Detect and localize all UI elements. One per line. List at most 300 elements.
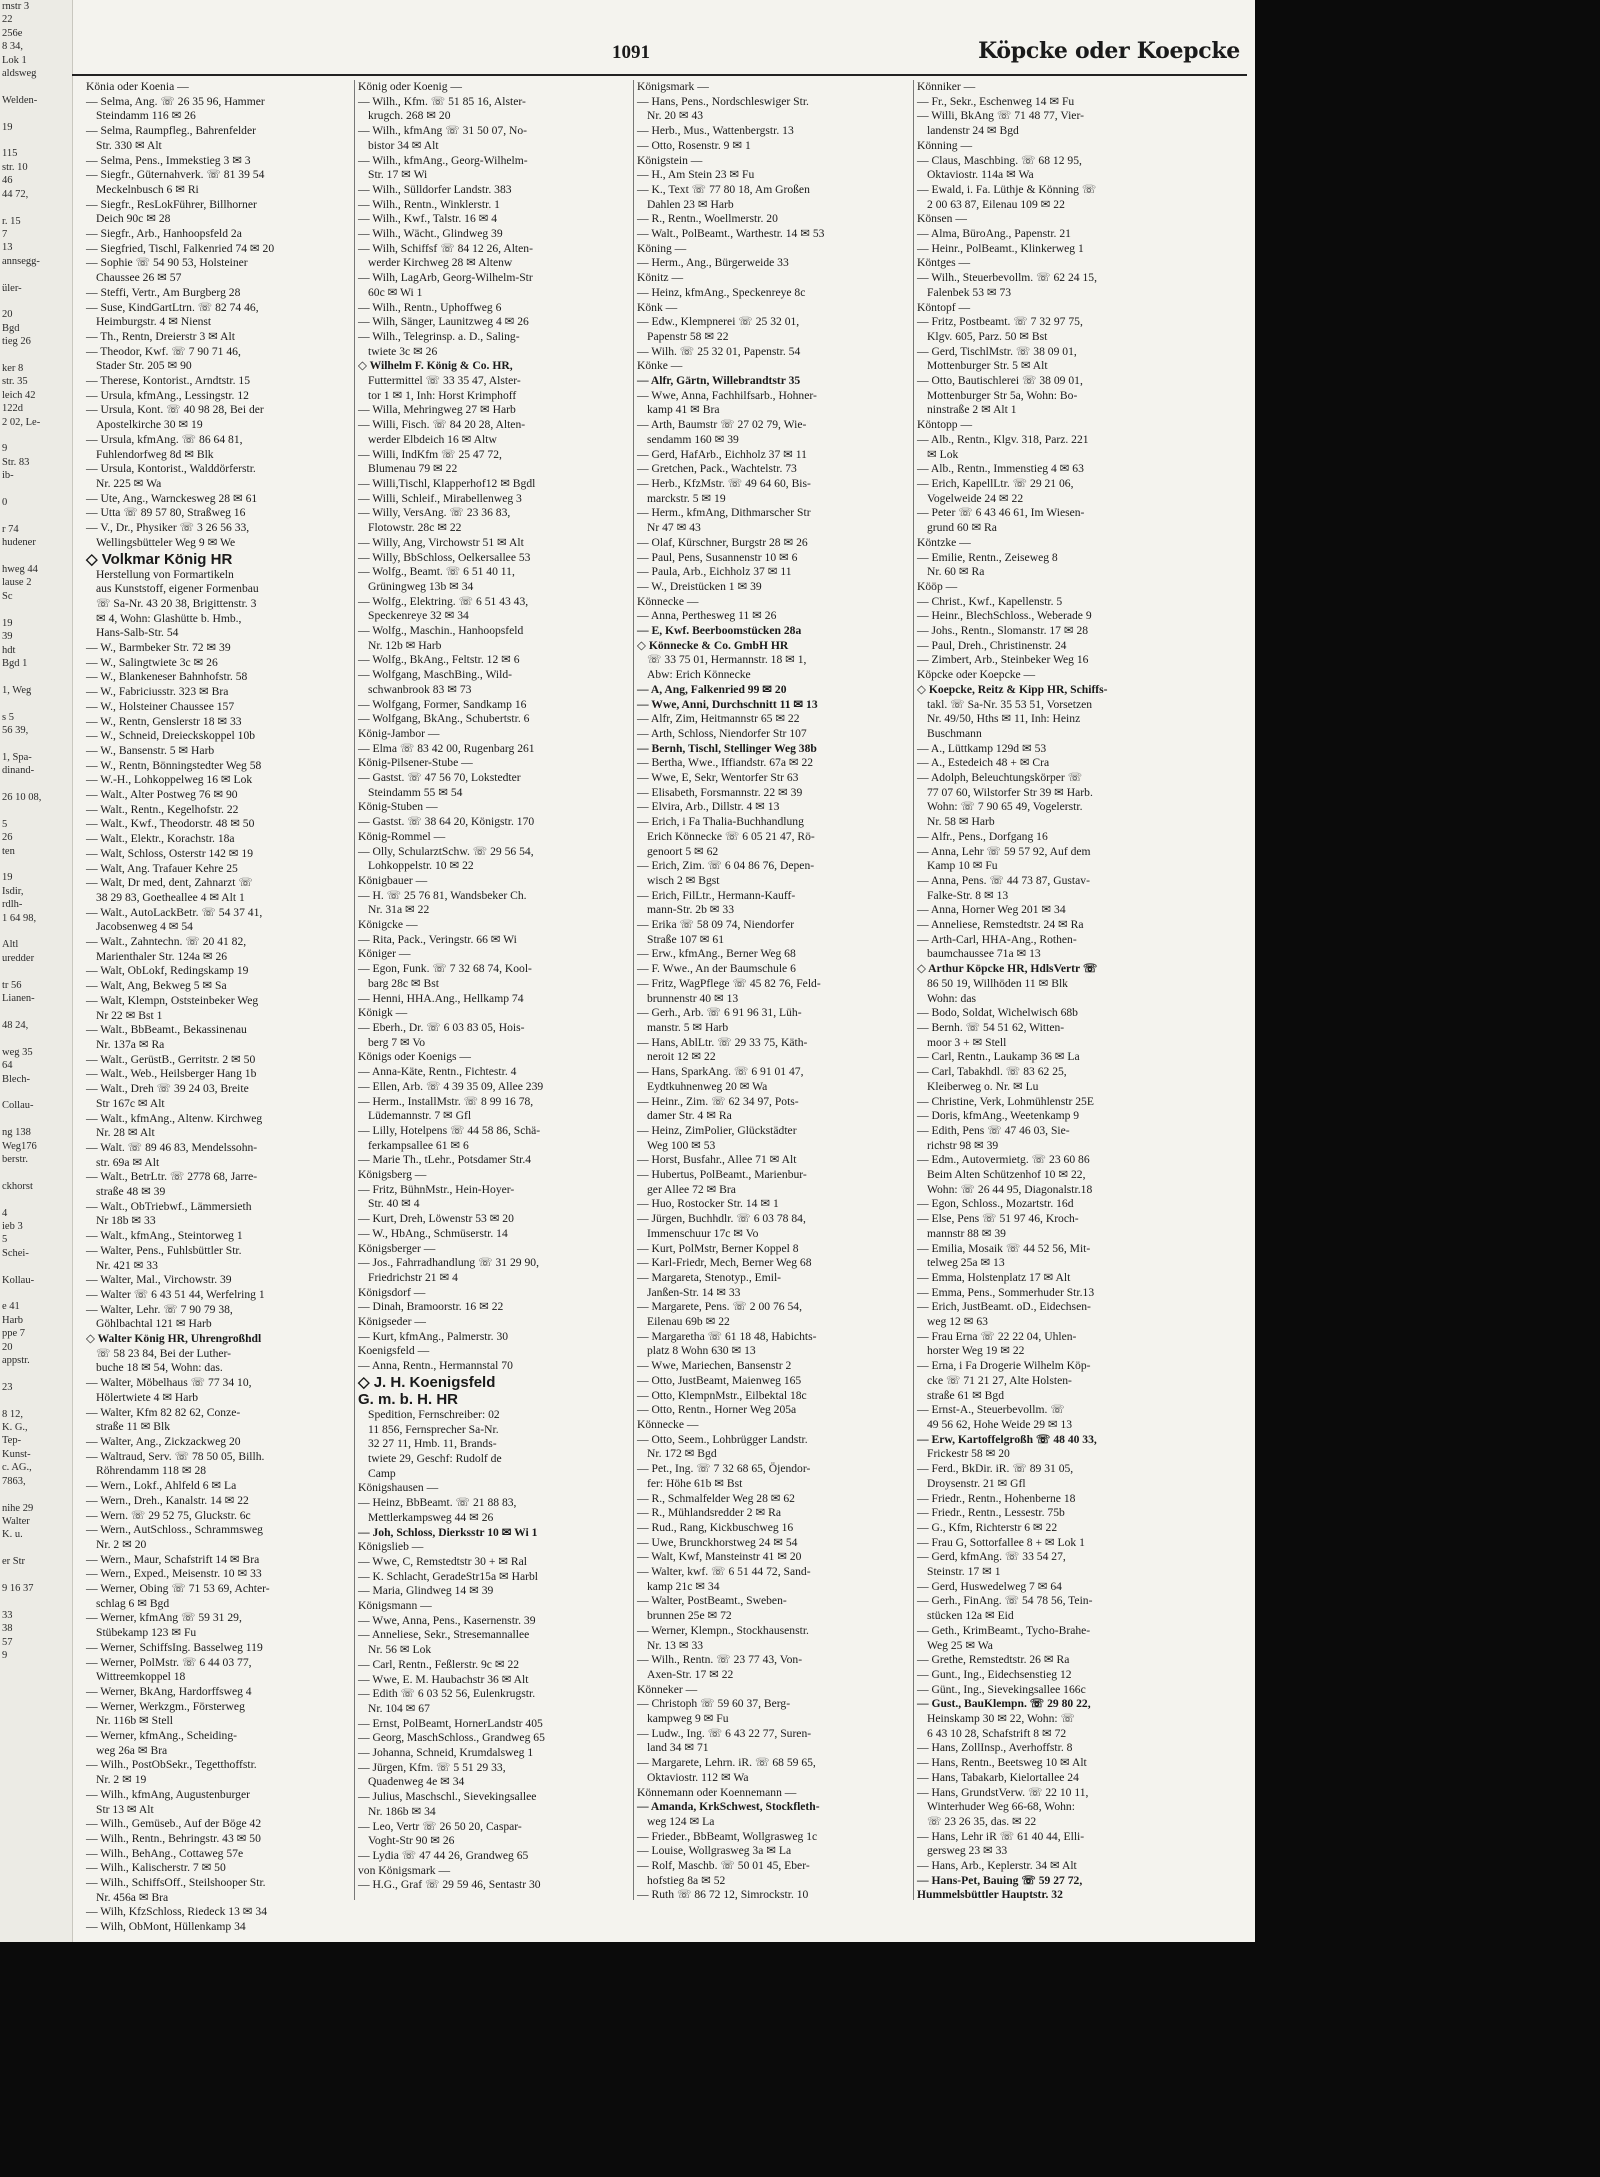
directory-entry: — Ursula, Kont. ☏ 40 98 28, Bei der	[86, 403, 264, 417]
directory-entry: — R., Rentn., Woellmerstr. 20	[637, 212, 778, 226]
directory-entry: — Ludw., Ing. ☏ 6 43 22 77, Suren-	[637, 1726, 812, 1740]
directory-entry: — Wilh., Rentn., Winklerstr. 1	[358, 197, 500, 211]
directory-entry: — Th., Rentn, Dreierstr 3 ✉ Alt	[86, 329, 235, 343]
directory-entry: — Willa, Mehringweg 27 ✉ Harb	[358, 403, 516, 417]
directory-entry: — Erich, FilLtr., Hermann-Kauff-	[637, 888, 796, 902]
directory-entry: Axen-Str. 17 ✉ 22	[647, 1667, 734, 1681]
directory-entry: — Edith ☏ 6 03 52 56, Eulenkrugstr.	[358, 1687, 536, 1701]
margin-fragment: üler-	[2, 282, 22, 294]
directory-entry: twiete 3c ✉ 26	[368, 344, 438, 358]
directory-entry: — Hans, SparkAng. ☏ 6 91 01 47,	[637, 1065, 804, 1079]
directory-entry: Nr. 60 ✉ Ra	[927, 565, 985, 579]
margin-fragment: 5	[2, 1234, 8, 1246]
directory-entry: straße 48 ✉ 39	[96, 1185, 166, 1199]
directory-entry: Str. 330 ✉ Alt	[96, 138, 162, 152]
directory-entry: — Wilh, KfzSchloss, Riedeck 13 ✉ 34	[86, 1905, 267, 1919]
margin-fragment	[0, 80, 72, 93]
directory-entry: Koenigsfeld —	[358, 1344, 430, 1358]
directory-entry: — Walter, Lehr. ☏ 7 90 79 38,	[86, 1302, 233, 1316]
margin-fragment: 115	[2, 148, 18, 160]
directory-entry: ◇ J. H. Koenigsfeld	[358, 1373, 496, 1391]
directory-entry: Königbauer —	[358, 873, 428, 887]
directory-entry: brunnen 25e ✉ 72	[647, 1609, 732, 1623]
directory-entry: Nr. 137a ✉ Ra	[96, 1038, 165, 1051]
directory-entry: baumchaussee 71a ✉ 13	[927, 947, 1041, 961]
directory-entry: 38 29 83, Goetheallee 4 ✉ Alt 1	[96, 890, 245, 904]
directory-entry: Straße 107 ✉ 61	[647, 932, 725, 946]
directory-entry: sendamm 160 ✉ 39	[647, 432, 739, 446]
directory-entry: — Heinr., Zim. ☏ 62 34 97, Pots-	[637, 1094, 799, 1108]
directory-entry: — Peter ☏ 6 43 46 61, Im Wiesen-	[917, 506, 1085, 520]
directory-entry: — Wern., Exped., Meisenstr. 10 ✉ 33	[86, 1567, 262, 1581]
directory-entry: ◇ Könnecke & Co. GmbH HR	[637, 638, 789, 652]
directory-entry: — Carl, Rentn., Feßlerstr. 9c ✉ 22	[358, 1657, 520, 1671]
directory-entry: — F. Wwe., An der Baumschule 6	[637, 962, 796, 976]
directory-entry: — Lydia ☏ 47 44 26, Grandweg 65	[358, 1848, 529, 1862]
directory-entry: — Willi, Fisch. ☏ 84 20 28, Alten-	[358, 418, 526, 432]
margin-fragment: ten	[2, 845, 15, 857]
directory-entry: — Heinz, ZimPolier, Glückstädter	[637, 1123, 797, 1137]
directory-entry: — Walt., Web., Heilsberger Hang 1b	[86, 1067, 257, 1081]
directory-entry: schlag 6 ✉ Bgd	[96, 1596, 170, 1610]
directory-entry: — Heinz, BbBeamt. ☏ 21 88 83,	[358, 1496, 517, 1510]
directory-entry: — Fritz, Postbeamt. ☏ 7 32 97 75,	[917, 315, 1083, 329]
directory-entry: Könnecke —	[637, 594, 699, 608]
margin-fragment: 4	[2, 1207, 8, 1219]
margin-fragment	[0, 1488, 72, 1501]
directory-entry: — Geth., KrimBeamt., Tycho-Brahe-	[917, 1623, 1091, 1637]
directory-entry: — Werner, PolMstr. ☏ 6 44 03 77,	[86, 1655, 252, 1669]
margin-fragment: 9 16 37	[2, 1582, 34, 1594]
directory-entry: marckstr. 5 ✉ 19	[647, 491, 726, 505]
directory-entry: — Anna-Käte, Rentn., Fichtestr. 4	[358, 1065, 517, 1079]
directory-entry: — Ferd., BkDir. iR. ☏ 89 31 05,	[917, 1462, 1074, 1476]
page-header	[72, 36, 1252, 74]
directory-entry: — Wolfgang, Former, Sandkamp 16	[358, 697, 527, 711]
directory-entry: — Siegfr., ResLokFührer, Billhorner	[86, 197, 257, 211]
directory-entry: — Elma ☏ 83 42 00, Rugenbarg 261	[358, 741, 535, 755]
margin-fragment	[0, 295, 72, 308]
directory-entry: Königs oder Koenigs —	[358, 1050, 472, 1064]
margin-fragment: 19	[2, 617, 13, 629]
directory-entry: — Hans, GrundstVerw. ☏ 22 10 11,	[917, 1785, 1089, 1799]
column-divider	[633, 80, 634, 1900]
directory-entry: ◇ Wilhelm F. König & Co. HR,	[358, 359, 513, 373]
directory-entry: — Gerh., Arb. ☏ 6 91 96 31, Lüh-	[637, 1006, 802, 1020]
directory-entry: Wohn: das	[927, 991, 976, 1005]
margin-fragment: K. G.,	[2, 1422, 28, 1434]
directory-entry: weg 12 ✉ 63	[927, 1315, 988, 1329]
directory-entry: — Jürgen, Buchhdlr. ☏ 6 03 78 84,	[637, 1212, 806, 1226]
directory-entry: — Henni, HHA.Ang., Hellkamp 74	[358, 991, 524, 1005]
directory-entry: Weg 25 ✉ Wa	[927, 1638, 993, 1652]
margin-fragment: dinand-	[2, 765, 35, 777]
margin-fragment	[0, 107, 72, 120]
directory-entry: — Willy, VersAng. ☏ 23 36 83,	[358, 506, 511, 520]
directory-entry: Quadenweg 4e ✉ 34	[368, 1775, 465, 1789]
directory-entry: ger Allee 72 ✉ Bra	[647, 1182, 736, 1196]
directory-entry: Deich 90c ✉ 28	[96, 212, 171, 226]
margin-fragment: str. 10	[2, 161, 28, 173]
directory-entry: — Rolf, Maschb. ☏ 50 01 45, Eber-	[637, 1859, 810, 1873]
directory-entry: — Walt., Elektr., Korachstr. 18a	[86, 832, 235, 846]
directory-entry: — Walt., GerüstB., Gerritstr. 2 ✉ 50	[86, 1052, 256, 1066]
directory-entry: — Wern., AutSchloss., Schrammsweg	[86, 1523, 263, 1537]
directory-entry: — Wilh., Kfm. ☏ 51 85 16, Alster-	[358, 94, 526, 108]
margin-fragment	[0, 509, 72, 522]
margin-fragment	[0, 697, 72, 710]
directory-entry: Nr. 31a ✉ 22	[368, 903, 430, 917]
margin-fragment: Schei-	[2, 1247, 29, 1259]
directory-entry: Nr. 58 ✉ Harb	[927, 815, 995, 829]
directory-entry: König oder Koenig —	[358, 80, 463, 93]
directory-entry: — Ewald, i. Fa. Lüthje & Könning ☏	[917, 182, 1097, 196]
directory-entry: — Wwe, Anna, Fachhilfsarb., Hohner-	[637, 388, 817, 402]
directory-entry: — Heinz, kfmAng., Speckenreye 8c	[637, 285, 806, 299]
margin-fragment: 44 72,	[2, 188, 29, 200]
directory-entry: — Otto, KlempnMstr., Eilbektal 18c	[637, 1388, 807, 1402]
margin-fragment: 26	[2, 832, 13, 844]
directory-entry: König-Jambor —	[358, 726, 440, 740]
directory-entry: — Paula, Arb., Eichholz 37 ✉ 11	[637, 565, 792, 579]
directory-entry: Marienthaler Str. 124a ✉ 26	[96, 949, 228, 963]
directory-entry: — Alb., Rentn., Klgv. 318, Parz. 221	[917, 432, 1089, 446]
directory-entry: — Ernst, PolBeamt, HornerLandstr 405	[358, 1716, 543, 1730]
directory-entry: — A., Estedeich 48 + ✉ Cra	[917, 756, 1050, 770]
directory-entry: — Willy, BbSchloss, Oelkersallee 53	[358, 550, 531, 564]
directory-entry: — Walt., Kwf., Theodorstr. 48 ✉ 50	[86, 817, 255, 831]
directory-entry: — Willi, IndKfm ☏ 25 47 72,	[358, 447, 502, 461]
directory-entry: Hummelsbüttler Hauptstr. 32	[917, 1888, 1063, 1902]
directory-entry: — Selma, Pens., Immekstieg 3 ✉ 3	[86, 153, 251, 167]
directory-entry: — E, Kwf. Beerboomstücken 28a	[637, 624, 802, 638]
directory-entry: neroit 12 ✉ 22	[647, 1050, 716, 1064]
directory-entry: ☏ 23 26 35, das. ✉ 22	[927, 1814, 1037, 1828]
directory-entry: Falenbek 53 ✉ 73	[927, 285, 1012, 299]
directory-entry: — Wilh., Rentn., Behringstr. 43 ✉ 50	[86, 1831, 261, 1845]
margin-fragment	[0, 429, 72, 442]
directory-entry: — Olly, SchularztSchw. ☏ 29 56 54,	[358, 844, 534, 858]
directory-entry: — Hans, Rentn., Beetsweg 10 ✉ Alt	[917, 1756, 1087, 1770]
directory-entry: — Zimbert, Arb., Steinbeker Weg 16	[917, 653, 1089, 667]
directory-entry: — Walt., Rentn., Kegelhofstr. 22	[86, 802, 239, 816]
directory-entry: Könitz —	[637, 271, 684, 285]
margin-fragment: appstr.	[2, 1355, 30, 1367]
directory-entry: — Walt., kfmAng., Altenw. Kirchweg	[86, 1111, 263, 1125]
directory-entry: — Anna, Pens. ☏ 44 73 87, Gustav-	[917, 873, 1090, 887]
directory-entry: — H.G., Graf ☏ 29 59 46, Sentastr 30	[358, 1878, 541, 1892]
margin-fragment: r. 15	[2, 215, 21, 227]
directory-entry: — Wwe, E, Sekr, Wentorfer Str 63	[637, 771, 799, 785]
margin-fragment: 56 39,	[2, 724, 29, 736]
directory-entry: — G., Kfm, Richterstr 6 ✉ 22	[917, 1520, 1058, 1534]
directory-entry: — Friedr., Rentn., Hohenberne 18	[917, 1491, 1076, 1505]
directory-entry: brunnenstr 40 ✉ 13	[647, 991, 739, 1005]
directory-entry: — Walt., AutoLackBetr. ☏ 54 37 41,	[86, 905, 263, 919]
directory-entry: — Herb., Mus., Wattenbergstr. 13	[637, 124, 794, 138]
directory-entry: Vogelweide 24 ✉ 22	[927, 491, 1024, 505]
directory-entry: — Steffi, Vertr., Am Burgberg 28	[86, 285, 241, 299]
directory-entry: Nr. 13 ✉ 33	[647, 1638, 704, 1652]
directory-entry: — Utta ☏ 89 57 80, Straßweg 16	[86, 506, 246, 520]
margin-fragment: e 41	[2, 1301, 20, 1313]
directory-entry: — Edw., Klempnerei ☏ 25 32 01,	[637, 315, 800, 329]
directory-entry: — Doris, kfmAng., Weetenkamp 9	[917, 1109, 1080, 1123]
directory-entry: — Egon, Funk. ☏ 7 32 68 74, Kool-	[358, 962, 532, 976]
directory-entry: ◇ Walter König HR, Uhrengroßhdl	[86, 1332, 262, 1346]
margin-fragment	[0, 1542, 72, 1555]
directory-entry: König-Pilsener-Stube —	[358, 756, 473, 770]
directory-entry: — W., Dreistücken 1 ✉ 39	[637, 579, 762, 593]
directory-entry: — Walt. ☏ 89 46 83, Mendelssohn-	[86, 1140, 258, 1154]
margin-fragment: Lok 1	[2, 54, 27, 66]
column-divider	[913, 80, 914, 1900]
margin-fragment: 23	[2, 1381, 13, 1393]
directory-entry: — W., Schneid, Dreieckskoppel 10b	[86, 729, 256, 743]
directory-entry: landenstr 24 ✉ Bgd	[927, 124, 1019, 138]
directory-entry: — Waltraud, Serv. ☏ 78 50 05, Billh.	[86, 1449, 265, 1463]
directory-entry: Königslieb —	[358, 1540, 424, 1554]
directory-entry: — Wilh., kfmAng ☏ 31 50 07, No-	[358, 124, 528, 138]
directory-entry: Königsmann —	[358, 1599, 432, 1613]
margin-fragment: 9	[2, 443, 8, 455]
header-rule	[72, 74, 1247, 76]
directory-entry: — Carl, Rentn., Laukamp 36 ✉ La	[917, 1050, 1080, 1064]
directory-entry: — W., Barmbeker Str. 72 ✉ 39	[86, 641, 231, 655]
directory-entry: krugch. 268 ✉ 20	[368, 109, 451, 123]
margin-fragment	[0, 1595, 72, 1608]
directory-entry: Nr. 12b ✉ Harb	[368, 638, 442, 652]
directory-entry: 11 856, Fernsprecher Sa-Nr.	[368, 1422, 499, 1436]
directory-entry: Nr. 49/50, Hths ✉ 11, Inh: Heinz	[927, 712, 1081, 726]
directory-entry: tor 1 ✉ 1, Inh: Horst Krimphoff	[368, 388, 517, 402]
directory-entry: — Siegfr., Güternahverk. ☏ 81 39 54	[86, 168, 265, 182]
directory-entry: ◇ Volkmar König HR	[86, 550, 233, 568]
directory-entry: grund 60 ✉ Ra	[927, 521, 997, 535]
directory-entry: — Alfr, Zim, Heitmannstr 65 ✉ 22	[637, 712, 800, 726]
directory-entry: — W., Bansenstr. 5 ✉ Harb	[86, 743, 215, 757]
directory-entry: Mottenburger Str 5a, Wohn: Bo-	[927, 388, 1078, 402]
directory-entry: — H. ☏ 25 76 81, Wandsbeker Ch.	[358, 888, 527, 902]
directory-entry: — Wilh. ☏ 25 32 01, Papenstr. 54	[637, 344, 801, 358]
directory-entry: — Emilia, Mosaik ☏ 44 52 56, Mit-	[917, 1241, 1091, 1255]
margin-fragment	[0, 268, 72, 281]
directory-entry: — Alfr, Gärtn, Willebrandtstr 35	[637, 374, 801, 388]
directory-entry: — Selma, Raumpfleg., Bahrenfelder	[86, 124, 256, 138]
directory-entry: Grüningweg 13b ✉ 34	[368, 579, 474, 593]
directory-entry: — Egon, Schloss., Mozartstr. 16d	[917, 1197, 1074, 1211]
directory-entry: twiete 29, Geschf: Rudolf de	[368, 1451, 502, 1465]
directory-entry: Camp	[368, 1466, 396, 1480]
directory-entry: — Walter, Ang., Zickzackweg 20	[86, 1434, 241, 1448]
directory-entry: — Wolfgang, MaschBing., Wild-	[358, 668, 513, 682]
directory-entry: — W., Salingtwiete 3c ✉ 26	[86, 655, 218, 669]
margin-fragment	[0, 1113, 72, 1126]
directory-entry: — Elisabeth, Forsmannstr. 22 ✉ 39	[637, 785, 803, 799]
directory-entry: Kleiberweg o. Nr. ✉ Lu	[927, 1079, 1039, 1093]
directory-entry: — Karl-Friedr, Mech, Berner Weg 68	[637, 1256, 812, 1270]
directory-entry: barg 28c ✉ Bst	[368, 976, 440, 990]
directory-entry: — Erich, i Fa Thalia-Buchhandlung	[637, 815, 804, 829]
directory-entry: — Wilh., Sülldorfer Landstr. 383	[358, 182, 512, 196]
margin-fragment	[0, 858, 72, 871]
directory-entry: — W., Holsteiner Chaussee 157	[86, 699, 235, 713]
directory-entry: fer: Höhe 61b ✉ Bst	[647, 1476, 743, 1490]
margin-fragment: 1 64 98,	[2, 912, 37, 924]
directory-entry: — W., Rentn, Bönningstedter Weg 58	[86, 758, 262, 772]
directory-entry: — Gerh., FinAng. ☏ 54 78 56, Tein-	[917, 1594, 1093, 1608]
directory-entry: straße 11 ✉ Blk	[96, 1420, 171, 1434]
directory-entry: — Walter, kwf. ☏ 6 51 44 72, Sand-	[637, 1565, 811, 1579]
directory-entry: — Wwe, Mariechen, Bansenstr 2	[637, 1359, 792, 1373]
directory-entry: Nr. 104 ✉ 67	[368, 1701, 430, 1715]
directory-entry: — Carl, Tabakhdl. ☏ 83 62 25,	[917, 1065, 1067, 1079]
directory-entry: — Herb., KfzMstr. ☏ 49 64 60, Bis-	[637, 476, 811, 490]
scan-background	[1255, 0, 1600, 1942]
margin-fragment: Str. 83	[2, 456, 30, 468]
directory-entry: — Louise, Wollgrasweg 3a ✉ La	[637, 1844, 792, 1858]
directory-entry: — Erich, KapellLtr. ☏ 29 21 06,	[917, 476, 1074, 490]
directory-entry: — Leo, Vertr ☏ 26 50 20, Caspar-	[358, 1819, 522, 1833]
directory-entry: — Therese, Kontorist., Arndtstr. 15	[86, 374, 251, 388]
directory-entry: — Wern. ☏ 29 52 75, Gluckstr. 6c	[86, 1508, 251, 1522]
margin-fragment: 33	[2, 1609, 13, 1621]
directory-entry: — Anna, Horner Weg 201 ✉ 34	[917, 903, 1066, 917]
directory-entry: — Grethe, Remstedtstr. 26 ✉ Ra	[917, 1653, 1070, 1667]
margin-fragment: Weg176	[2, 1140, 37, 1152]
directory-entry: — Bodo, Soldat, Wichelwisch 68b	[917, 1006, 1078, 1020]
directory-entry: — Willy, Ang, Virchowstr 51 ✉ Alt	[358, 535, 524, 549]
directory-entry: — Wilh., Telegrinsp. a. D., Saling-	[358, 329, 520, 343]
directory-entry: — Gerd, HafArb., Eichholz 37 ✉ 11	[637, 447, 807, 461]
directory-entry: Dahlen 23 ✉ Harb	[647, 197, 734, 211]
margin-fragment: 2 02, Le-	[2, 416, 41, 428]
column-4	[917, 80, 1199, 1920]
margin-fragment: ckhorst	[2, 1180, 33, 1192]
directory-entry: Fuhlendorfweg 8d ✉ Blk	[96, 447, 214, 461]
margin-fragment: berstr.	[2, 1153, 28, 1165]
directory-entry: — Wilh., Kalischerstr. 7 ✉ 50	[86, 1861, 226, 1875]
directory-entry: Nr 47 ✉ 43	[647, 521, 701, 535]
directory-entry: aus Kunststoff, eigener Formenbau	[96, 582, 259, 596]
directory-entry: — Pet., Ing. ☏ 7 32 68 65, Öjendor-	[637, 1462, 811, 1476]
margin-fragment: Altl	[2, 939, 19, 951]
directory-entry: — Werner, Obing ☏ 71 53 69, Achter-	[86, 1582, 270, 1596]
margin-fragment: 46	[2, 175, 13, 187]
directory-entry: 60c ✉ Wi 1	[368, 285, 423, 299]
directory-entry: Chaussee 26 ✉ 57	[96, 271, 182, 285]
directory-entry: Könnecke —	[637, 1417, 699, 1431]
directory-entry: — Werner, SchiffsIng. Basselweg 119	[86, 1640, 263, 1654]
margin-fragment: Isdir,	[2, 885, 24, 897]
directory-entry: — K. Schlacht, GeradeStr15a ✉ Harbl	[358, 1569, 539, 1583]
margin-fragment: 9	[2, 1649, 8, 1661]
directory-entry: — Gerd, kfmAng. ☏ 33 54 27,	[917, 1550, 1066, 1564]
directory-entry: Nr. 225 ✉ Wa	[96, 476, 162, 490]
directory-entry: — Otto, Rentn., Horner Weg 205a	[637, 1403, 797, 1417]
directory-entry: — Gerd, Huswedelweg 7 ✉ 64	[917, 1579, 1062, 1593]
margin-fragment	[0, 483, 72, 496]
directory-entry: — Wwe, Anna, Pens., Kasernenstr. 39	[358, 1613, 536, 1627]
directory-entry: — W., HbAng., Schmüserstr. 14	[358, 1226, 508, 1240]
directory-entry: — Walter, PostBeamt., Sweben-	[637, 1594, 787, 1608]
directory-entry: straße 61 ✉ Bgd	[927, 1388, 1005, 1402]
margin-fragment: 48 24,	[2, 1019, 29, 1031]
directory-entry: — Wilh, Sänger, Launitzweg 4 ✉ 26	[358, 315, 529, 329]
margin-fragment: Tep-	[2, 1435, 22, 1447]
directory-entry: — Theodor, Kwf. ☏ 7 90 71 46,	[86, 344, 241, 358]
margin-fragment: Kollau-	[2, 1274, 35, 1286]
directory-entry: — Hans, Arb., Keplerstr. 34 ✉ Alt	[917, 1859, 1077, 1873]
directory-entry: — Wwe, Anni, Durchschnitt 11 ✉ 13	[637, 697, 818, 711]
directory-entry: — Wilh., Rentn., Uphoffweg 6	[358, 300, 502, 314]
directory-entry: — Walt., Dreh ☏ 39 24 03, Breite	[86, 1082, 249, 1096]
margin-fragment	[0, 1287, 72, 1300]
directory-entry: — Eberh., Dr. ☏ 6 03 83 05, Hois-	[358, 1021, 525, 1034]
margin-fragment: 19	[2, 121, 13, 133]
directory-entry: König-Stuben —	[358, 800, 438, 814]
margin-fragment: aldsweg	[2, 68, 37, 80]
directory-entry: manstr. 5 ✉ Harb	[647, 1021, 729, 1034]
directory-entry: Königsmark —	[637, 80, 709, 93]
margin-fragment: Bgd	[2, 322, 20, 334]
directory-entry: — Walter, Kfm 82 82 62, Conze-	[86, 1405, 241, 1419]
directory-entry: von Königsmark —	[358, 1863, 451, 1877]
directory-entry: Könia oder Koenia —	[86, 80, 189, 93]
directory-entry: 86 50 19, Willhöden 11 ✉ Blk	[927, 976, 1068, 990]
directory-entry: — Bernh, Tischl, Stellinger Weg 38b	[637, 741, 817, 755]
margin-fragment	[0, 965, 72, 978]
directory-entry: — Hans, Lehr iR ☏ 61 40 44, Elli-	[917, 1829, 1085, 1843]
directory-entry: ◇ Koepcke, Reitz & Kipp HR, Schiffs-	[917, 682, 1108, 696]
directory-entry: — Suse, KindGartLtrn. ☏ 82 74 46,	[86, 300, 259, 314]
directory-entry: — Marie Th., tLehr., Potsdamer Str.4	[358, 1153, 532, 1167]
directory-entry: Nr 18b ✉ 33	[96, 1214, 156, 1228]
directory-entry: — Wern., Dreh., Kanalstr. 14 ✉ 22	[86, 1493, 249, 1507]
directory-entry: — Kurt, PolMstr, Berner Koppel 8	[637, 1241, 799, 1255]
directory-entry: — Emilie, Rentn., Zeiseweg 8	[917, 550, 1058, 564]
directory-entry: — Jürgen, Kfm. ☏ 5 51 29 33,	[358, 1760, 506, 1774]
directory-entry: — W., Blankeneser Bahnhofstr. 58	[86, 670, 248, 684]
directory-entry: — Werner, kfmAng., Scheiding-	[86, 1729, 238, 1743]
directory-entry: — Herm., kfmAng, Dithmarscher Str	[637, 506, 811, 520]
margin-fragment: leich 42	[2, 389, 36, 401]
directory-entry: Wohn: ☏ 26 44 95, Diagonalstr.18	[927, 1182, 1093, 1196]
directory-entry: — Edith, Pens ☏ 47 46 03, Sie-	[917, 1123, 1070, 1137]
directory-entry: Meckelnbusch 6 ✉ Ri	[96, 182, 199, 196]
directory-entry: — Ursula, kfmAng., Lessingstr. 12	[86, 388, 249, 402]
directory-entry: — Lilly, Hotelpens ☏ 44 58 86, Schä-	[358, 1123, 541, 1137]
directory-entry: Wohn: ☏ 7 90 65 49, Vogelerstr.	[927, 800, 1083, 814]
directory-entry: — Heinr., PolBeamt., Klinkerweg 1	[917, 241, 1084, 255]
column-2	[358, 80, 640, 1920]
margin-fragment: str. 35	[2, 376, 28, 388]
directory-entry: — Willi, Schleif., Mirabellenweg 3	[358, 491, 522, 505]
directory-entry: Wellingsbütteler Weg 9 ✉ We	[96, 535, 236, 549]
margin-fragment: c. AG.,	[2, 1462, 32, 1474]
directory-entry: — Dinah, Bramoorstr. 16 ✉ 22	[358, 1300, 504, 1314]
directory-entry: Königshausen —	[358, 1481, 439, 1495]
directory-entry: — Edm., Autovermietg. ☏ 23 60 86	[917, 1153, 1090, 1167]
directory-entry: Buschmann	[927, 726, 982, 740]
directory-entry: Abw: Erich Könnecke	[647, 668, 751, 682]
directory-entry: gersweg 23 ✉ 33	[927, 1844, 1008, 1858]
margin-fragment	[0, 1193, 72, 1206]
margin-fragment: Sc	[2, 590, 13, 602]
directory-entry: — Frau G, Sottorfallee 8 + ✉ Lok 1	[917, 1535, 1085, 1549]
directory-entry: — Wolfg., Maschin., Hanhoopsfeld	[358, 624, 524, 638]
directory-entry: — A, Ang, Falkenried 99 ✉ 20	[637, 682, 787, 696]
